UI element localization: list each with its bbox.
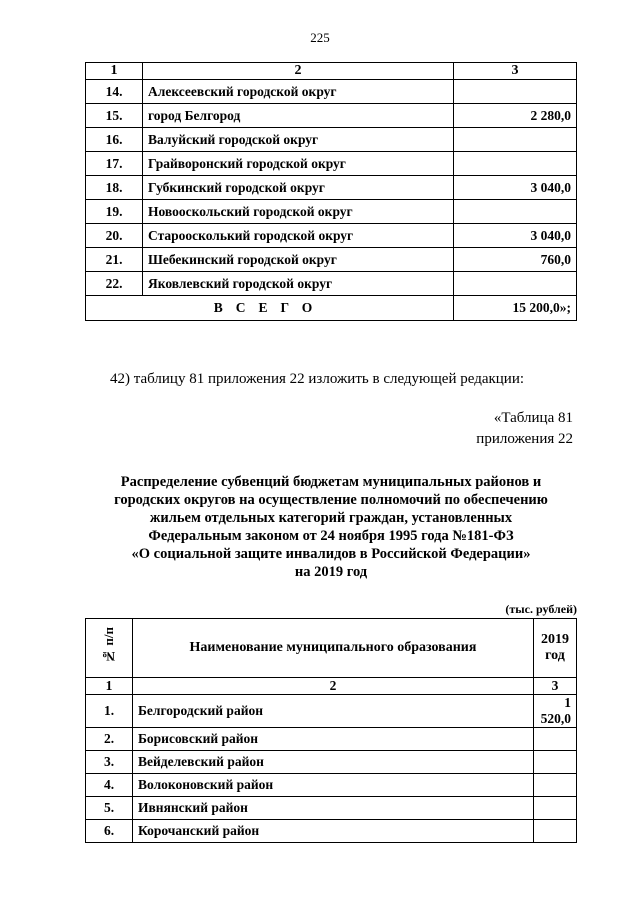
units-label: (тыс. рублей) (505, 602, 577, 616)
col-header-number-text: № п/п (101, 627, 116, 664)
page-number: 225 (310, 30, 330, 45)
row-name: Корочанский район (133, 820, 534, 843)
table-header-row (86, 619, 577, 678)
table-row (86, 774, 577, 797)
table-index-row (86, 63, 577, 80)
heading-line: жильем отдельных категорий граждан, установленных (149, 510, 513, 526)
row-number: 1. (86, 695, 133, 728)
row-name: Вейделевский район (133, 751, 534, 774)
heading-line: городских округов на осуществление полномочий по обеспечению (114, 492, 548, 508)
row-value (534, 797, 577, 820)
row-value: 1 520,0 (534, 695, 577, 728)
row-number: 19. (86, 200, 143, 224)
total-value: 15 200,0»; (454, 296, 577, 321)
col-header-number (86, 619, 133, 678)
table-row (86, 176, 577, 200)
table-row (86, 248, 577, 272)
row-value (454, 200, 577, 224)
row-name: Борисовский район (133, 728, 534, 751)
row-value: 2 280,0 (454, 104, 577, 128)
row-number: 20. (86, 224, 143, 248)
row-name: Губкинский городской округ (143, 176, 454, 200)
table-row (86, 224, 577, 248)
table-row (86, 751, 577, 774)
table-index-row (86, 678, 577, 695)
row-number: 6. (86, 820, 133, 843)
row-value: 3 040,0 (454, 224, 577, 248)
row-number: 5. (86, 797, 133, 820)
row-number: 22. (86, 272, 143, 296)
allocation-table-continued (85, 62, 577, 321)
col-index-3: 3 (534, 678, 577, 695)
table-row (86, 695, 577, 728)
row-name: Шебекинский городской округ (143, 248, 454, 272)
table-caption (476, 408, 573, 450)
table-heading (90, 473, 572, 581)
table-row (86, 200, 577, 224)
row-value: 760,0 (454, 248, 577, 272)
row-name: город Белгород (143, 104, 454, 128)
table-row (86, 152, 577, 176)
row-name: Алексеевский городской округ (143, 80, 454, 104)
row-number: 18. (86, 176, 143, 200)
amendment-paragraph: 42) таблицу 81 приложения 22 изложить в следующей редакции: (110, 371, 525, 387)
heading-line: «О социальной защите инвалидов в Российской Федерации» (131, 546, 531, 562)
row-value (454, 272, 577, 296)
row-value (454, 152, 577, 176)
row-name: Ивнянский район (133, 797, 534, 820)
row-value (534, 728, 577, 751)
row-name: Волоконовский район (133, 774, 534, 797)
row-number: 21. (86, 248, 143, 272)
row-name: Яковлевский городской округ (143, 272, 454, 296)
table-row (86, 797, 577, 820)
total-label: ВСЕГО (86, 296, 454, 321)
row-value (534, 751, 577, 774)
row-name: Валуйский городской округ (143, 128, 454, 152)
table-row (86, 128, 577, 152)
row-value (454, 128, 577, 152)
heading-line: Федеральным законом от 24 ноября 1995 года №181-ФЗ (148, 528, 514, 544)
row-number: 16. (86, 128, 143, 152)
row-name: Новооскольский городской округ (143, 200, 454, 224)
col-index-3: 3 (454, 63, 577, 80)
col-index-1: 1 (86, 678, 133, 695)
caption-appendix: приложения 22 (476, 431, 573, 447)
table-row (86, 820, 577, 843)
table-row (86, 80, 577, 104)
table-row (86, 104, 577, 128)
row-number: 3. (86, 751, 133, 774)
table-row (86, 272, 577, 296)
row-number: 17. (86, 152, 143, 176)
col-index-2: 2 (133, 678, 534, 695)
col-index-2: 2 (143, 63, 454, 80)
table-row (86, 728, 577, 751)
col-index-1: 1 (86, 63, 143, 80)
row-value (534, 820, 577, 843)
col-header-year: 2019 год (534, 619, 577, 678)
row-number: 15. (86, 104, 143, 128)
row-name: Староосколький городской округ (143, 224, 454, 248)
caption-table-number: «Таблица 81 (493, 410, 573, 426)
total-row (86, 296, 577, 321)
row-value: 3 040,0 (454, 176, 577, 200)
row-name: Белгородский район (133, 695, 534, 728)
allocation-table-81 (85, 618, 577, 843)
row-number: 4. (86, 774, 133, 797)
heading-line: на 2019 год (294, 564, 368, 580)
row-number: 14. (86, 80, 143, 104)
heading-line: Распределение субвенций бюджетам муниципальных районов и (120, 474, 542, 490)
row-name: Грайворонский городской округ (143, 152, 454, 176)
row-number: 2. (86, 728, 133, 751)
row-value (534, 774, 577, 797)
row-value (454, 80, 577, 104)
col-header-name: Наименование муниципального образования (133, 619, 534, 678)
